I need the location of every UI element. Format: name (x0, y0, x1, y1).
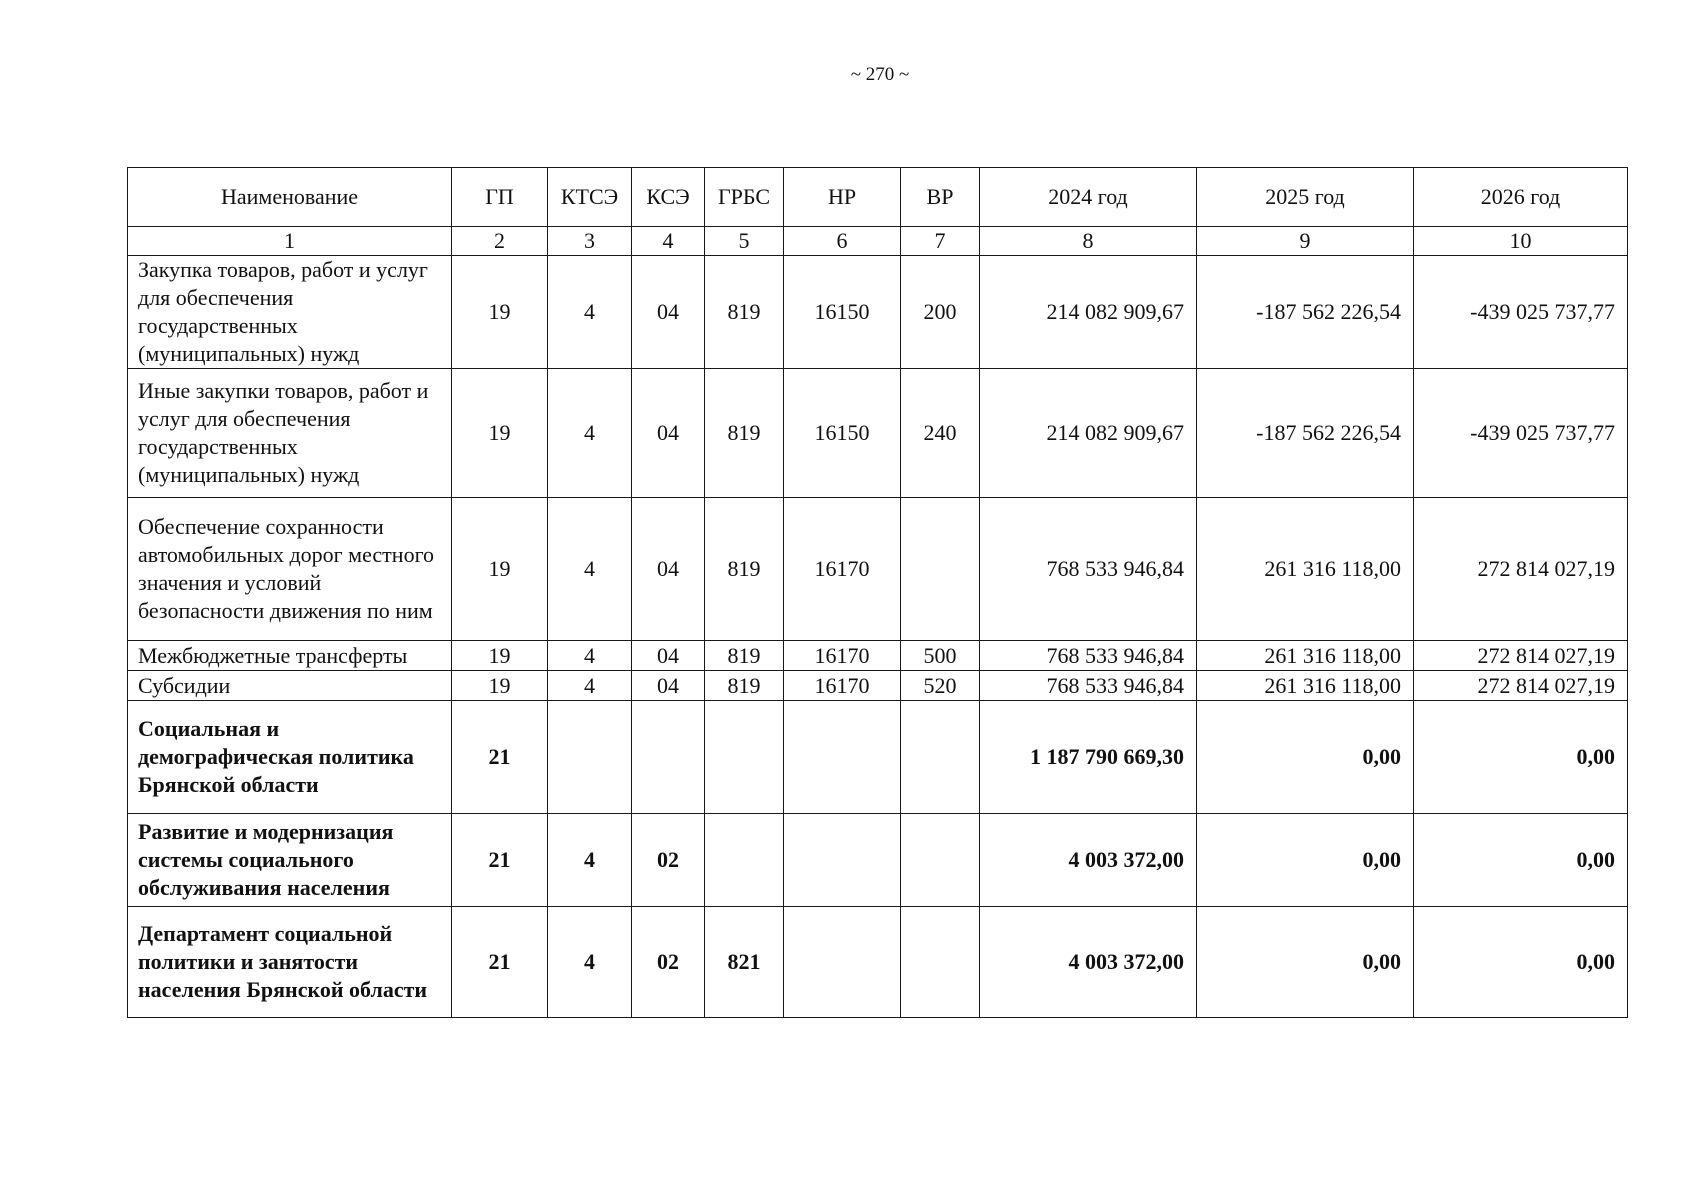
column-number: 5 (705, 227, 784, 256)
grbs-cell: 819 (705, 498, 784, 641)
vr-cell: 200 (901, 256, 980, 369)
column-number-row (128, 227, 1628, 256)
amount-2025-cell: 261 316 118,00 (1197, 671, 1414, 701)
gp-cell: 19 (452, 256, 548, 369)
kse-cell: 04 (632, 671, 705, 701)
nr-cell (784, 814, 901, 907)
header-grbs: ГРБС (705, 168, 784, 227)
header-row (128, 168, 1628, 227)
ktse-cell: 4 (548, 814, 632, 907)
kse-cell: 04 (632, 369, 705, 498)
column-number: 3 (548, 227, 632, 256)
grbs-cell: 819 (705, 671, 784, 701)
gp-cell: 21 (452, 814, 548, 907)
ktse-cell: 4 (548, 671, 632, 701)
header-vr: ВР (901, 168, 980, 227)
kse-cell: 02 (632, 907, 705, 1018)
row-name-cell: Департамент социальной политики и занятости населения Брянской области (128, 907, 452, 1018)
column-number: 2 (452, 227, 548, 256)
amount-2025-cell: 0,00 (1197, 814, 1414, 907)
vr-cell (901, 814, 980, 907)
table-row (128, 641, 1628, 671)
amount-2026-cell: 0,00 (1414, 907, 1628, 1018)
column-number: 1 (128, 227, 452, 256)
header-gp: ГП (452, 168, 548, 227)
table-header (128, 168, 1628, 256)
row-name-cell: Обеспечение сохранности автомобильных дорог местного значения и условий безопасности движения по ним (128, 498, 452, 641)
gp-cell: 19 (452, 641, 548, 671)
amount-2026-cell: 272 814 027,19 (1414, 641, 1628, 671)
nr-cell: 16170 (784, 641, 901, 671)
header-ktse: КТСЭ (548, 168, 632, 227)
header-kse: КСЭ (632, 168, 705, 227)
table-row (128, 369, 1628, 498)
ktse-cell: 4 (548, 369, 632, 498)
amount-2025-cell: 0,00 (1197, 701, 1414, 814)
kse-cell: 04 (632, 498, 705, 641)
nr-cell: 16150 (784, 256, 901, 369)
ktse-cell: 4 (548, 641, 632, 671)
amount-2024-cell: 214 082 909,67 (980, 256, 1197, 369)
kse-cell (632, 701, 705, 814)
gp-cell: 21 (452, 907, 548, 1018)
nr-cell: 16170 (784, 498, 901, 641)
grbs-cell: 819 (705, 641, 784, 671)
gp-cell: 19 (452, 369, 548, 498)
grbs-cell: 819 (705, 369, 784, 498)
header-2024: 2024 год (980, 168, 1197, 227)
amount-2026-cell: 0,00 (1414, 701, 1628, 814)
page-number: ~ 270 ~ (850, 64, 910, 85)
nr-cell: 16150 (784, 369, 901, 498)
amount-2024-cell: 768 533 946,84 (980, 641, 1197, 671)
header-nr: НР (784, 168, 901, 227)
budget-table (127, 167, 1628, 1018)
amount-2025-cell: -187 562 226,54 (1197, 256, 1414, 369)
amount-2024-cell: 1 187 790 669,30 (980, 701, 1197, 814)
amount-2026-cell: 272 814 027,19 (1414, 671, 1628, 701)
table-body (128, 256, 1628, 1018)
amount-2025-cell: 261 316 118,00 (1197, 498, 1414, 641)
amount-2024-cell: 4 003 372,00 (980, 907, 1197, 1018)
grbs-cell (705, 701, 784, 814)
kse-cell: 04 (632, 641, 705, 671)
amount-2026-cell: -439 025 737,77 (1414, 256, 1628, 369)
amount-2024-cell: 214 082 909,67 (980, 369, 1197, 498)
table-row (128, 907, 1628, 1018)
ktse-cell: 4 (548, 498, 632, 641)
amount-2026-cell: 272 814 027,19 (1414, 498, 1628, 641)
grbs-cell (705, 814, 784, 907)
nr-cell: 16170 (784, 671, 901, 701)
grbs-cell: 819 (705, 256, 784, 369)
row-name-cell: Закупка товаров, работ и услуг для обеспечения государственных (муниципальных) нужд (128, 256, 452, 369)
header-2025: 2025 год (1197, 168, 1414, 227)
column-number: 10 (1414, 227, 1628, 256)
header-2026: 2026 год (1414, 168, 1628, 227)
table-row (128, 498, 1628, 641)
gp-cell: 19 (452, 671, 548, 701)
column-number: 6 (784, 227, 901, 256)
table-row (128, 671, 1628, 701)
amount-2024-cell: 768 533 946,84 (980, 671, 1197, 701)
amount-2024-cell: 768 533 946,84 (980, 498, 1197, 641)
row-name-cell: Иные закупки товаров, работ и услуг для обеспечения государственных (муниципальных) нужд (128, 369, 452, 498)
row-name-cell: Развитие и модернизация системы социального обслуживания населения (128, 814, 452, 907)
nr-cell (784, 701, 901, 814)
vr-cell: 500 (901, 641, 980, 671)
kse-cell: 02 (632, 814, 705, 907)
row-name-cell: Межбюджетные трансферты (128, 641, 452, 671)
ktse-cell: 4 (548, 907, 632, 1018)
row-name-cell: Субсидии (128, 671, 452, 701)
nr-cell (784, 907, 901, 1018)
vr-cell (901, 498, 980, 641)
grbs-cell: 821 (705, 907, 784, 1018)
amount-2025-cell: 0,00 (1197, 907, 1414, 1018)
ktse-cell: 4 (548, 256, 632, 369)
table-row (128, 256, 1628, 369)
vr-cell: 520 (901, 671, 980, 701)
gp-cell: 21 (452, 701, 548, 814)
vr-cell (901, 701, 980, 814)
amount-2026-cell: -439 025 737,77 (1414, 369, 1628, 498)
ktse-cell (548, 701, 632, 814)
table-row (128, 814, 1628, 907)
kse-cell: 04 (632, 256, 705, 369)
table-row (128, 701, 1628, 814)
column-number: 4 (632, 227, 705, 256)
column-number: 9 (1197, 227, 1414, 256)
amount-2025-cell: 261 316 118,00 (1197, 641, 1414, 671)
amount-2025-cell: -187 562 226,54 (1197, 369, 1414, 498)
gp-cell: 19 (452, 498, 548, 641)
column-number: 7 (901, 227, 980, 256)
vr-cell (901, 907, 980, 1018)
amount-2026-cell: 0,00 (1414, 814, 1628, 907)
amount-2024-cell: 4 003 372,00 (980, 814, 1197, 907)
row-name-cell: Социальная и демографическая политика Брянской области (128, 701, 452, 814)
column-number: 8 (980, 227, 1197, 256)
header-name: Наименование (128, 168, 452, 227)
vr-cell: 240 (901, 369, 980, 498)
